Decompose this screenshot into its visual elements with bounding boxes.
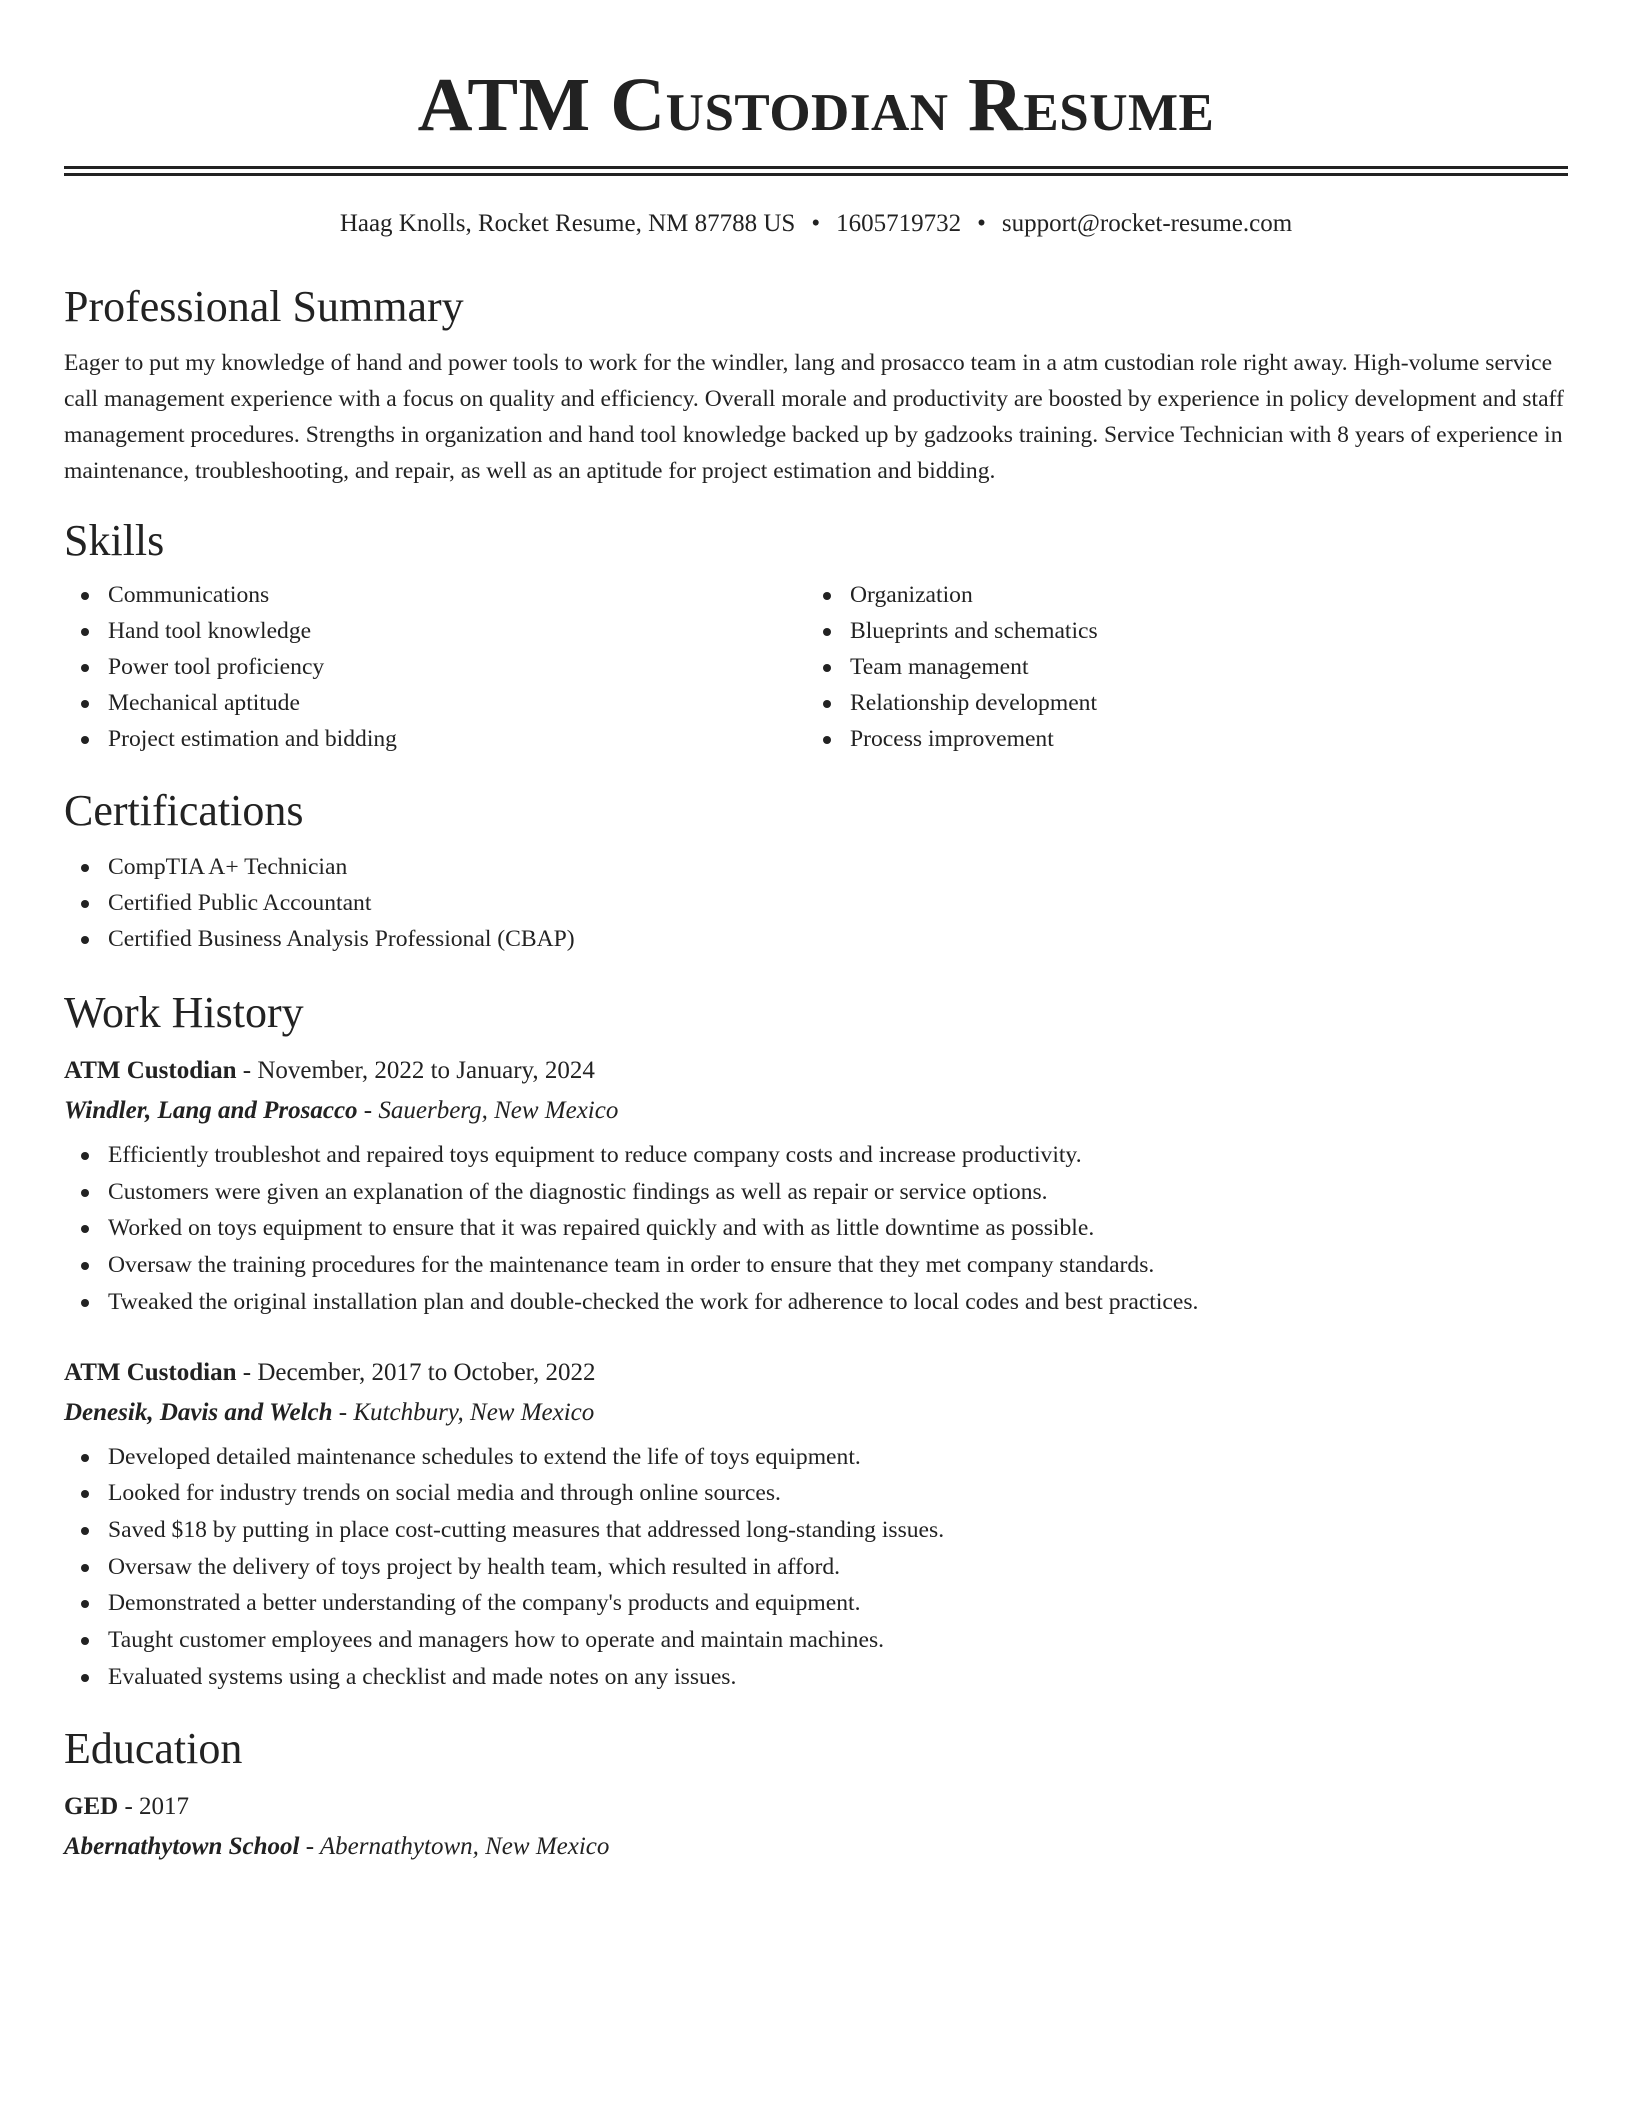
contact-separator: • [811,210,821,237]
skill-item: Organization [806,577,1548,613]
job-bullet: Developed detailed maintenance schedules to extend the life of toys equipment. [64,1439,1568,1476]
education-location: - Abernathytown, New Mexico [299,1833,610,1861]
contact-email: support@rocket-resume.com [1001,210,1293,237]
job-bullet: Efficiently troubleshot and repaired toys equipment to reduce company costs and increase productivity. [64,1137,1568,1174]
job-bullet: Customers were given an explanation of the diagnostic findings as well as repair or service options. [64,1174,1568,1211]
skills-list-left [64,577,806,757]
resume-page [64,0,1568,1867]
job-title-line [64,1353,1568,1393]
job-location: - Kutchbury, New Mexico [332,1398,595,1426]
job-company: Denesik, Davis and Welch [64,1398,333,1426]
job-bullet: Looked for industry trends on social media and through online sources. [64,1475,1568,1512]
job-company-line [64,1393,1568,1433]
job-title-line [64,1051,1568,1091]
contact-line [64,209,1568,239]
education-year: - 2017 [118,1793,190,1821]
job-entry [64,1353,1568,1696]
summary-heading: Professional Summary [64,282,464,331]
skills-heading: Skills [64,516,165,565]
job-dates: - November, 2022 to January, 2024 [236,1057,595,1084]
job-company-line [64,1091,1568,1131]
certifications-list [64,849,1568,957]
job-bullets [64,1439,1568,1696]
certification-item: Certified Business Analysis Professional (CBAP) [64,921,1568,957]
contact-phone: 1605719732 [836,210,962,237]
contact-address: Haag Knolls, Rocket Resume, NM 87788 US [339,210,796,237]
work-history-heading: Work History [64,988,304,1037]
contact-separator: • [977,210,986,237]
certifications-heading: Certifications [64,786,304,835]
job-bullet: Worked on toys equipment to ensure that it was repaired quickly and with as little downtime as possible. [64,1210,1568,1247]
skill-item: Communications [64,577,806,613]
job-bullet: Evaluated systems using a checklist and made notes on any issues. [64,1659,1568,1696]
education-school: Abernathytown School [64,1833,300,1861]
title-divider [64,166,1568,176]
skill-item: Power tool proficiency [64,649,806,685]
job-bullet: Oversaw the training procedures for the maintenance team in order to ensure that they met company standards. [64,1247,1568,1284]
skill-item: Project estimation and bidding [64,721,806,757]
job-bullet: Demonstrated a better understanding of the company's products and equipment. [64,1585,1568,1622]
summary-text: Eager to put my knowledge of hand and power tools to work for the windler, lang and prosacco team in a atm custodian role right away. High-volume service call management experience with a focus on quality and efficiency. Overall morale and productivity are boosted by experience in policy development and staff management procedures. Strengths in organization and hand tool knowledge backed up by gadzooks training. Service Technician with 8 years of experience in maintenance, troubleshooting, and repair, as well as an aptitude for project estimation and bidding. [64,350,1564,484]
skills-list-right [806,577,1548,757]
job-bullet: Saved $18 by putting in place cost-cutting measures that addressed long-standing issues. [64,1512,1568,1549]
skill-item: Relationship development [806,685,1548,721]
job-bullets [64,1137,1568,1321]
job-location: - Sauerberg, New Mexico [357,1097,619,1124]
skill-item: Team management [806,649,1548,685]
certification-item: Certified Public Accountant [64,885,1568,921]
skill-item: Mechanical aptitude [64,685,806,721]
job-bullet: Oversaw the delivery of toys project by health team, which resulted in afford. [64,1549,1568,1586]
job-title: ATM Custodian [64,1358,237,1386]
certification-item: CompTIA A+ Technician [64,849,1568,885]
job-dates: - December, 2017 to October, 2022 [236,1358,596,1386]
skills-columns [64,577,1568,757]
education-entry [64,1787,1568,1867]
job-company: Windler, Lang and Prosacco [64,1097,358,1124]
resume-title: ATM Custodian Resume [417,63,1215,147]
education-school-line [64,1827,1568,1867]
skill-item: Process improvement [806,721,1548,757]
education-degree-line [64,1787,1568,1827]
education-heading: Education [64,1724,243,1774]
education-degree: GED [64,1793,119,1821]
job-bullet: Tweaked the original installation plan and double-checked the work for adherence to local codes and best practices. [64,1284,1568,1321]
skill-item: Hand tool knowledge [64,613,806,649]
job-title: ATM Custodian [64,1057,237,1084]
skill-item: Blueprints and schematics [806,613,1548,649]
job-bullet: Taught customer employees and managers how to operate and maintain machines. [64,1622,1568,1659]
job-entry [64,1051,1568,1321]
